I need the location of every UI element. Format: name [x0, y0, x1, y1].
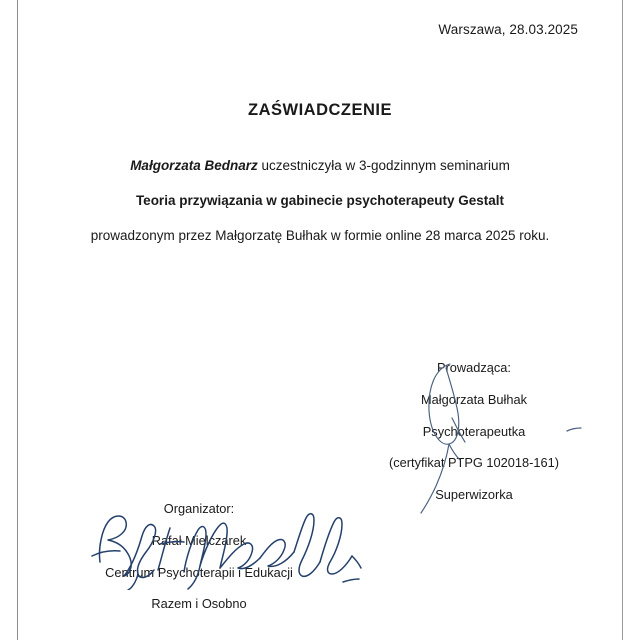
- page-title: ZAŚWIADCZENIE: [248, 101, 392, 119]
- recipient-participation-text: uczestniczyła w 3-godzinnym seminarium: [257, 158, 510, 173]
- organizer-organization: Centrum Psychoterapii i Edukacji: [105, 564, 293, 580]
- leader-role-label: Prowadząca:: [437, 360, 511, 375]
- page-edge-rule-right: [622, 0, 623, 640]
- organizer-role-label: Organizator:: [163, 501, 235, 516]
- leader-profession: Psychoterapeutka: [422, 423, 526, 439]
- organizer-organization-subtitle: Razem i Osobno: [151, 596, 247, 612]
- seminar-title: Teoria przywiązania w gabinecie psychoterapeuty Gestalt: [135, 193, 505, 208]
- seminar-details: prowadzonym przez Małgorzatę Bułhak w formie online 28 marca 2025 roku.: [90, 228, 550, 243]
- leader-name: Małgorzata Bułhak: [421, 391, 527, 407]
- place-and-date: Warszawa, 28.03.2025: [438, 22, 578, 37]
- leader-certificate-number: (certyfikat PTPG 102018-161): [389, 455, 559, 471]
- organizer-signature-block: [76, 503, 322, 611]
- recipient-name: Małgorzata Bednarz: [130, 158, 258, 173]
- leader-supervisor-title: Superwizorka: [435, 487, 513, 503]
- organizer-name: Rafał Mielczarek: [151, 532, 247, 548]
- body-line-recipient: [18, 157, 622, 175]
- certificate-sheet: [18, 0, 622, 640]
- leader-signature-block: [358, 362, 590, 502]
